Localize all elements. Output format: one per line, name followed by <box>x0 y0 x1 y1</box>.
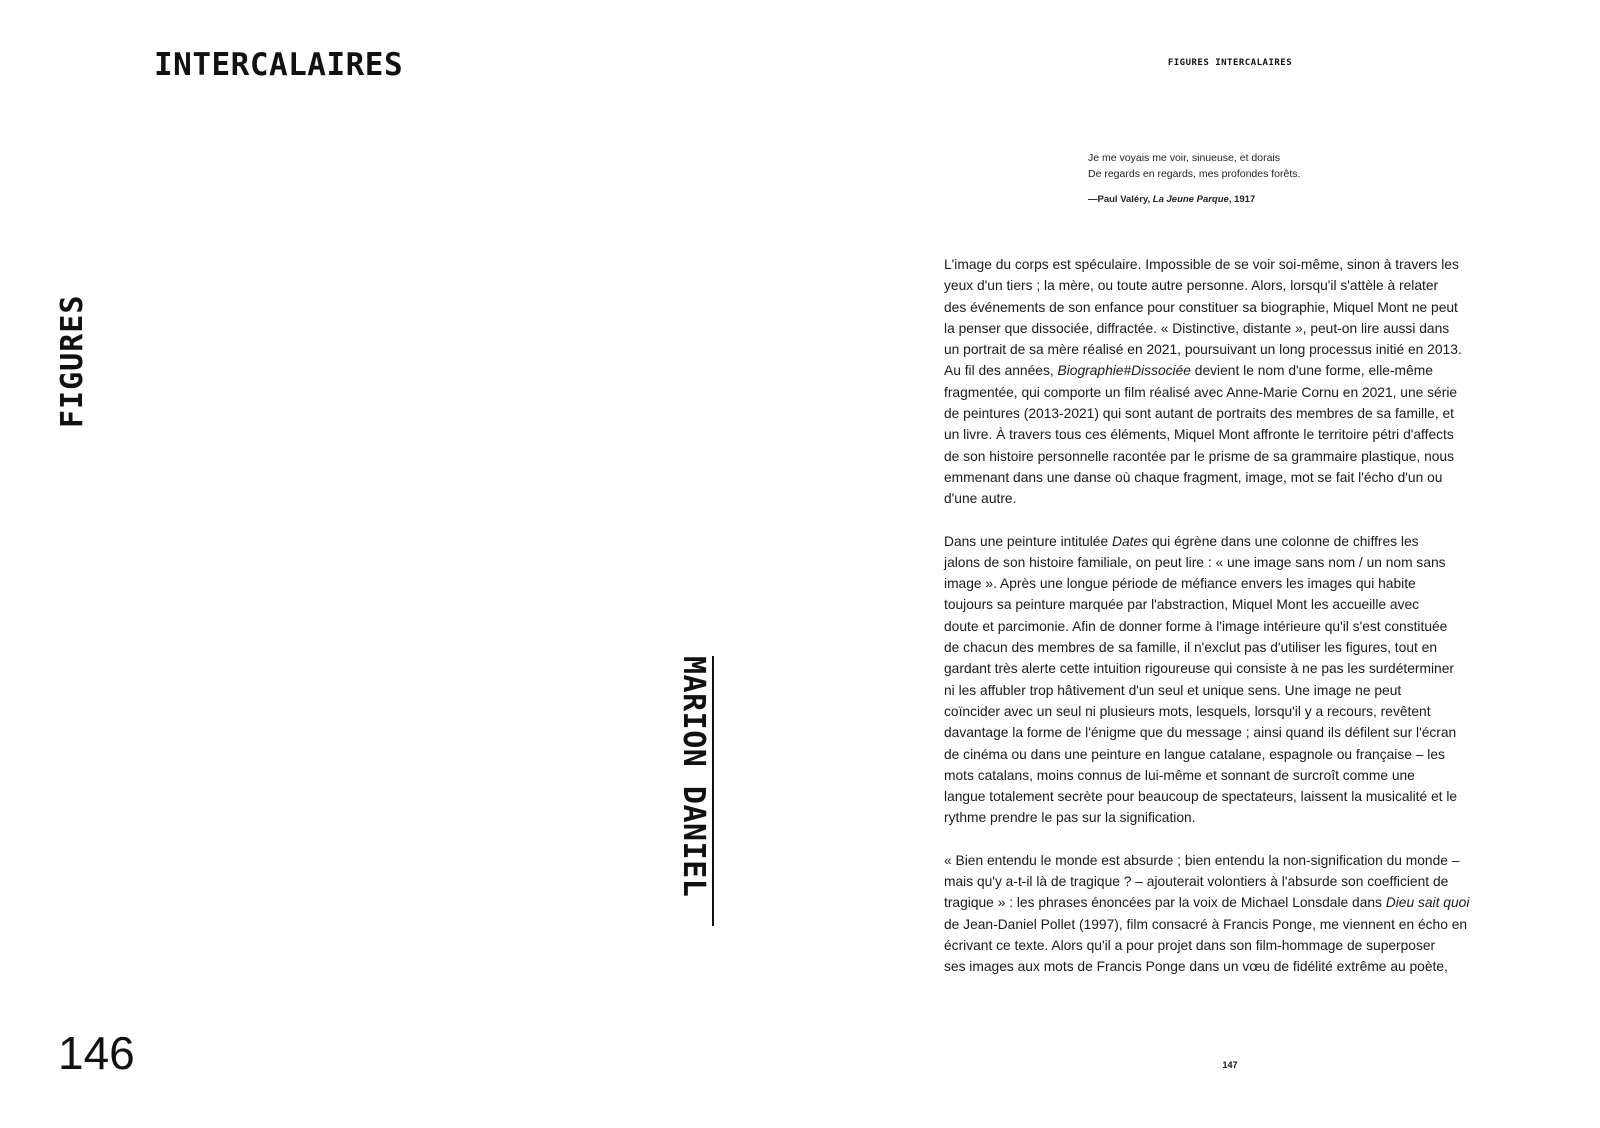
epigraph-line-2: De regards en regards, mes profondes forêts. <box>1088 168 1301 180</box>
text-line <box>944 956 1514 977</box>
italic-title: Biographie#Dissociée <box>1057 363 1191 379</box>
text-segment: yeux d'un tiers ; la mère, ou toute autre personne. Alors, lorsqu'il s'attèle à relater <box>944 278 1439 294</box>
text-segment: la penser que dissociée, diffractée. « Distinctive, distante », peut-on lire aussi dans <box>944 320 1450 336</box>
text-segment: rythme prendre le pas sur la signification. <box>944 810 1196 826</box>
text-line <box>944 339 1514 360</box>
text-line <box>944 360 1514 381</box>
text-line <box>944 637 1514 658</box>
page-number-left: 146 <box>58 1027 135 1079</box>
vertical-section-text: FIGURES <box>55 294 90 428</box>
text-segment: L'image du corps est spéculaire. Impossible de se voir soi-même, sinon à travers les <box>944 257 1459 272</box>
attribution-work: La Jeune Parque <box>1152 194 1229 205</box>
text-line <box>944 765 1514 786</box>
body-paragraph <box>944 254 1514 510</box>
text-segment: d'une autre. <box>944 491 1017 507</box>
text-segment: écrivant ce texte. Alors qu'il a pour projet dans son film-hommage de superposer <box>944 937 1436 953</box>
text-line <box>944 871 1514 892</box>
text-line <box>944 446 1514 467</box>
text-line <box>944 467 1514 488</box>
text-segment: fragmentée, qui comporte un film réalisé avec Anne-Marie Cornu en 2021, une série <box>944 384 1458 400</box>
text-segment: de Jean-Daniel Pollet (1997), film consacré à Francis Ponge, me viennent en écho en <box>944 916 1468 932</box>
text-line <box>944 722 1514 743</box>
text-line <box>944 297 1514 318</box>
text-segment: ni les affubler trop hâtivement d'un seul et unique sens. Une image ne peut <box>944 682 1402 698</box>
text-segment: mais qu'y a-t-il là de tragique ? – ajouterait volontiers à l'absurde son coefficient de <box>944 874 1449 890</box>
text-segment: davantage la forme de l'énigme que du message ; ainsi quand ils défilent sur l'écran <box>944 725 1457 741</box>
epigraph-attribution <box>1088 192 1448 208</box>
text-line <box>944 488 1514 509</box>
text-line <box>944 935 1514 956</box>
body-paragraph <box>944 850 1514 978</box>
text-segment: de chacun des membres de sa famille, il n'exclut pas d'utiliser les figures, tout en <box>944 640 1438 656</box>
text-line <box>944 744 1514 765</box>
author-name: MARION DANIEL <box>676 656 711 898</box>
text-line <box>944 275 1514 296</box>
text-segment: de cinéma ou dans une peinture en langue catalane, espagnole ou française – les <box>944 746 1445 762</box>
text-line <box>944 424 1514 445</box>
vertical-author-label <box>676 656 714 926</box>
text-line <box>944 658 1514 679</box>
running-head: FIGURES INTERCALAIRES <box>1167 58 1293 68</box>
text-segment: emmenant dans une danse où chaque fragment, image, mot se fait l'écho d'un ou <box>944 469 1443 485</box>
text-segment: devient le nom d'une forme, elle-même <box>1190 363 1433 379</box>
text-line <box>944 680 1514 701</box>
text-line <box>944 403 1514 424</box>
epigraph-line-1: Je me voyais me voir, sinueuse, et dorais <box>1088 152 1281 164</box>
text-line <box>944 594 1514 615</box>
text-segment: toujours sa peinture marquée par l'abstraction, Miquel Mont les accueille avec <box>944 597 1420 613</box>
attribution-suffix: , 1917 <box>1228 194 1256 205</box>
text-line <box>944 701 1514 722</box>
text-line <box>944 382 1514 403</box>
text-segment: un livre. À travers tous ces éléments, Miquel Mont affronte le territoire pétri d'affects <box>944 427 1454 443</box>
text-segment: langue totalement secrète pour beaucoup de spectateurs, laissent la musicalité et le <box>944 789 1458 805</box>
text-line <box>944 807 1514 828</box>
text-segment: de son histoire personnelle racontée par le prisme de sa grammaire plastique, nous <box>944 448 1454 464</box>
text-line <box>944 573 1514 594</box>
text-line <box>944 786 1514 807</box>
text-segment: tragique » : les phrases énoncées par la voix de Michael Lonsdale dans <box>944 895 1386 911</box>
text-line <box>944 914 1514 935</box>
page-number-right: 147 <box>1222 1060 1238 1070</box>
text-segment: coïncider avec un seul ni plusieurs mots, lesquels, lorsqu'il y a recours, revêtent <box>944 703 1431 719</box>
text-segment: Au fil des années, <box>944 363 1058 379</box>
italic-title: Dieu sait quoi <box>1385 895 1470 911</box>
text-line <box>944 616 1514 637</box>
text-line <box>944 254 1514 275</box>
text-segment: gardant très alerte cette intuition rigoureuse qui consiste à ne pas les surdéterminer <box>944 661 1454 677</box>
text-segment: doute et parcimonie. Afin de donner forme à l'image intérieure qu'il s'est constituée <box>944 618 1448 634</box>
text-segment: Dans une peinture intitulée <box>944 533 1112 549</box>
text-segment: jalons de son histoire familiale, on peut lire : « une image sans nom / un nom sans <box>944 554 1446 570</box>
body-paragraph <box>944 531 1514 829</box>
vertical-section-label <box>55 278 90 428</box>
text-line <box>944 318 1514 339</box>
text-line <box>944 850 1514 871</box>
body-text <box>944 254 1514 999</box>
text-segment: qui égrène dans une colonne de chiffres les <box>1148 533 1419 549</box>
text-segment: des événements de son enfance pour constituer sa biographie, Miquel Mont ne peut <box>944 299 1458 315</box>
attribution-prefix: —Paul Valéry, <box>1088 194 1153 205</box>
text-segment: de peintures (2013-2021) qui sont autant de portraits des membres de sa famille, et <box>944 406 1455 422</box>
section-title: INTERCALAIRES <box>154 47 404 83</box>
epigraph <box>1088 150 1448 208</box>
text-segment: « Bien entendu le monde est absurde ; bien entendu la non-signification du monde – <box>944 852 1460 868</box>
text-segment: ses images aux mots de Francis Ponge dans un vœu de fidélité extrême au poète, <box>944 959 1448 975</box>
text-line <box>944 892 1514 913</box>
text-segment: image ». Après une longue période de méfiance envers les images qui habite <box>944 576 1416 592</box>
text-line <box>944 531 1514 552</box>
text-segment: mots catalans, moins connus de lui-même et sonnant de surcroît comme une <box>944 767 1415 783</box>
italic-title: Dates <box>1111 533 1149 549</box>
text-line <box>944 552 1514 573</box>
text-segment: un portrait de sa mère réalisé en 2021, poursuivant un long processus initié en 2013. <box>944 342 1462 358</box>
